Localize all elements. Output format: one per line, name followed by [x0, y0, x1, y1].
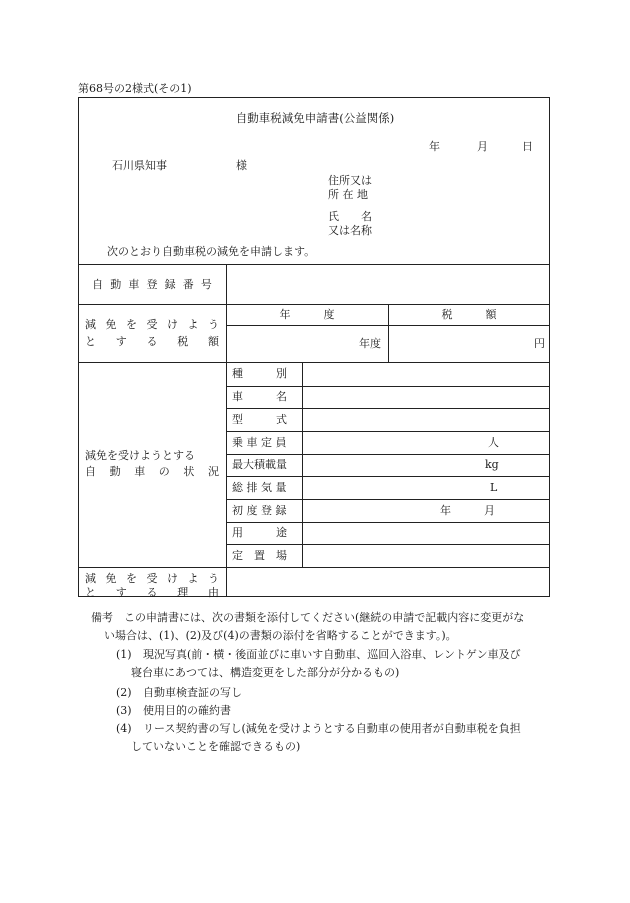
- vehicle-row-label: 初 度 登 録: [232, 503, 287, 517]
- note-item-text: リース契約書の写し(減免を受けようとする自動車の使用者が自動車税を負担: [143, 722, 521, 735]
- row-divider: [78, 304, 550, 305]
- note-item-number: (2): [116, 686, 132, 699]
- vehicle-row-field[interactable]: [304, 523, 548, 543]
- vehicle-row-label: 車 名: [232, 390, 287, 403]
- vehicle-row-label: 乗 車 定 員: [232, 435, 287, 449]
- applicant-address-label-1: 住所又は: [328, 174, 372, 187]
- form-number: 第68号の2様式(その1): [78, 82, 192, 95]
- vehicle-row-field[interactable]: [304, 432, 548, 453]
- note-item-text: 現況写真(前・横・後面並びに車いす自動車、巡回入浴車、レントゲン車及び: [143, 648, 521, 661]
- tax-amount-field[interactable]: [390, 327, 548, 360]
- vehicle-row-field[interactable]: [304, 500, 548, 521]
- tax-amount-header: 税 額: [441, 308, 497, 321]
- vehicle-row-label: 用 途: [232, 526, 287, 539]
- date-year-label: 年: [429, 140, 440, 153]
- date-day-label: 日: [522, 140, 533, 153]
- notes-head-continued: い場合は、(1)、(2)及び(4)の書類の添付を省略することができます。)。: [104, 629, 457, 642]
- vehicle-row-unit: 年 月: [440, 503, 495, 517]
- vehicle-row-field[interactable]: [304, 363, 548, 385]
- vehicle-status-label-line1: 減免を受けようとする: [85, 449, 195, 462]
- notes-head: 備考 この申請書には、次の書類を添付してください(継続の申請で記載内容に変更がな: [91, 611, 525, 624]
- column-divider: [302, 362, 303, 567]
- applicant-name-label-2: 又は名称: [328, 224, 372, 237]
- addressee-governor: 石川県知事: [112, 159, 167, 172]
- note-item-number: (4): [116, 722, 132, 735]
- note-item-number: (3): [116, 704, 132, 717]
- note-item-text-continued: 寝台車にあつては、構造変更をした部分が分かるもの): [131, 666, 400, 679]
- tax-year-header: 年 度: [279, 308, 335, 321]
- vehicle-row-label: 最大積載量: [232, 458, 287, 471]
- tax-label-line2: と す る 税 額: [85, 335, 219, 348]
- row-divider: [78, 567, 550, 568]
- reason-field[interactable]: [228, 569, 548, 595]
- registration-number-label: 自 動 車 登 録 番 号: [92, 278, 212, 291]
- row-divider: [78, 264, 550, 265]
- vehicle-row-field[interactable]: [304, 477, 548, 498]
- note-item-text-continued: していないことを確認できるもの): [131, 740, 301, 753]
- vehicle-row-field[interactable]: [304, 545, 548, 566]
- vehicle-status-label-line2: 自 動 車 の 状 況: [85, 465, 219, 478]
- reason-label-line1: 減 免 を 受 け よ う: [85, 572, 219, 585]
- vehicle-row-field[interactable]: [304, 387, 548, 407]
- registration-number-field[interactable]: [228, 266, 548, 302]
- tax-label-line1: 減 免 を 受 け よ う: [85, 318, 219, 331]
- addressee-honorific: 様: [236, 159, 247, 172]
- note-item-text: 自動車検査証の写し: [143, 686, 242, 699]
- vehicle-row-field[interactable]: [304, 455, 548, 475]
- vehicle-row-field[interactable]: [304, 409, 548, 430]
- tax-year-suffix: 年度: [359, 337, 381, 350]
- note-item-number: (1): [116, 648, 132, 661]
- vehicle-row-label: 型 式: [232, 412, 287, 426]
- vehicle-row-label: 総 排 気 量: [232, 480, 287, 494]
- form-title: 自動車税減免申請書(公益関係): [235, 111, 395, 125]
- applicant-address-label-2: 所 在 地: [328, 188, 368, 201]
- vehicle-row-label: 定 置 場: [232, 548, 287, 562]
- vehicle-row-label: 種 別: [232, 367, 287, 380]
- intro-statement: 次のとおり自動車税の減免を申請します。: [107, 245, 316, 258]
- applicant-name-label-1: 氏 名: [328, 210, 372, 223]
- tax-amount-suffix: 円: [534, 337, 545, 350]
- date-month-label: 月: [477, 140, 488, 153]
- note-item-text: 使用目的の確約書: [143, 704, 231, 717]
- reason-label-line2: と す る 理 由: [85, 586, 219, 599]
